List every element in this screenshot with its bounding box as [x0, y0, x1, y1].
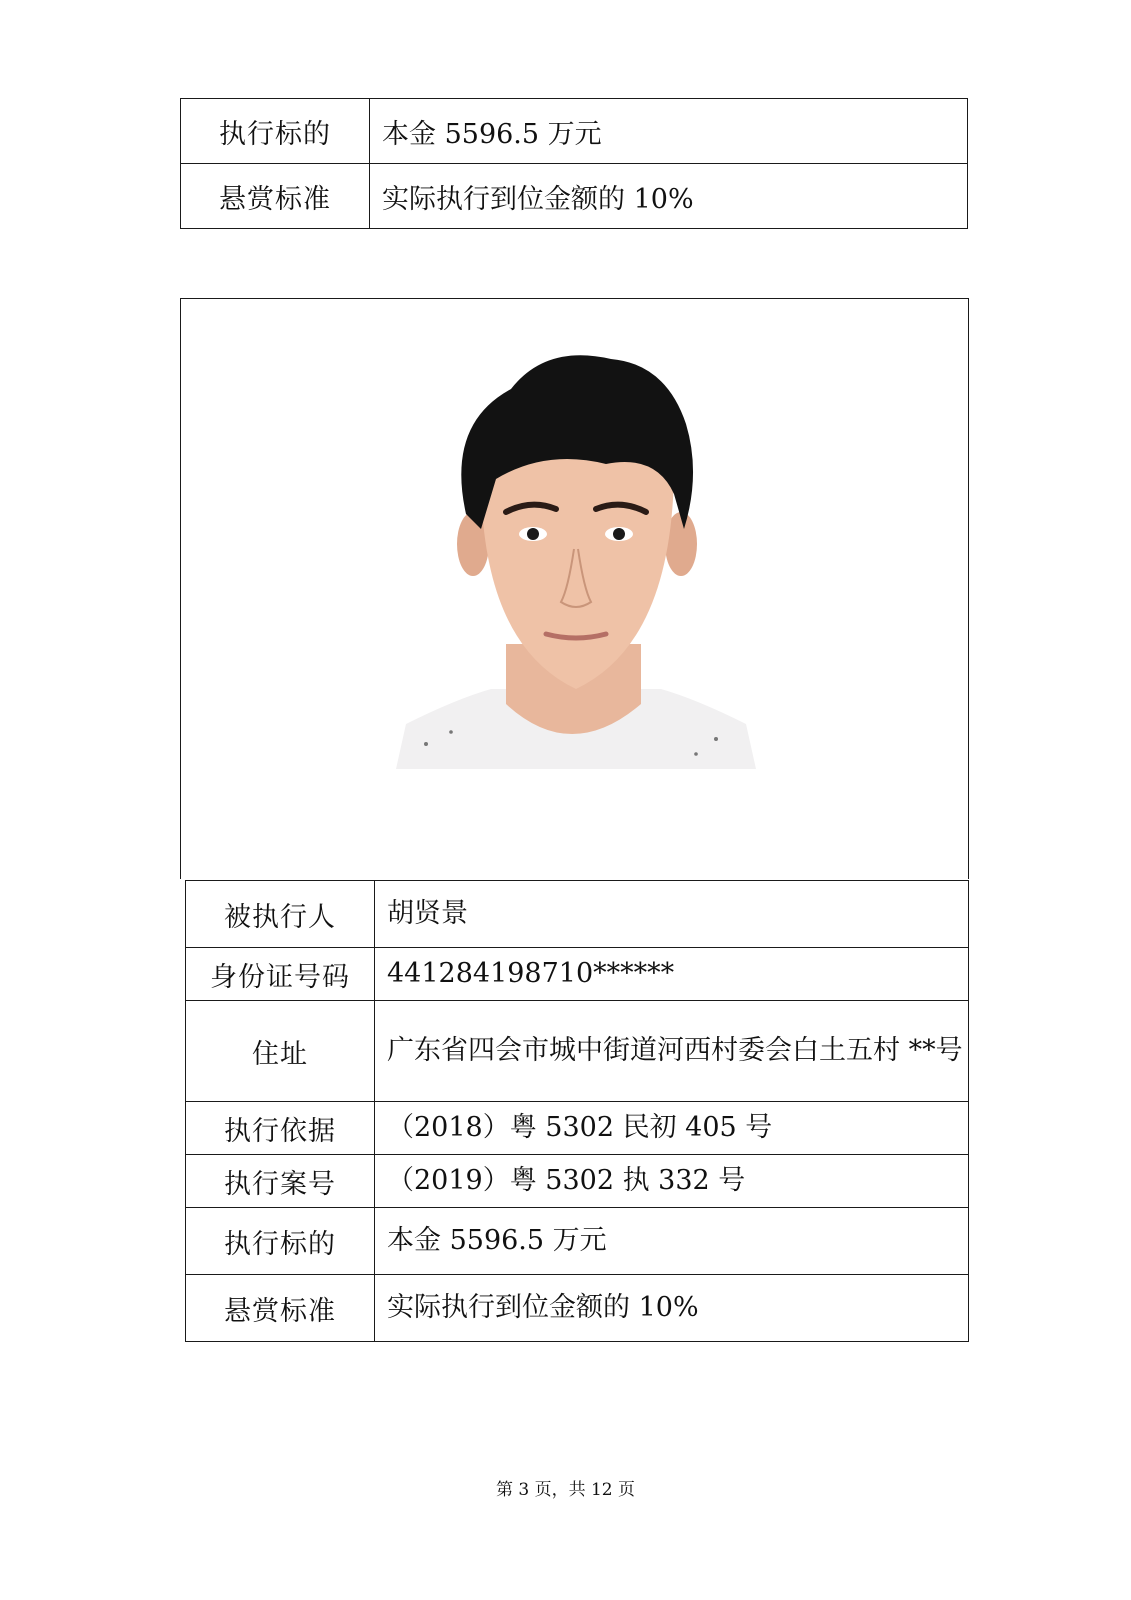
table-row [186, 1102, 969, 1155]
debtor-info-table [185, 880, 969, 1342]
top-info-table [180, 98, 968, 229]
row-value: 441284198710****** [375, 948, 969, 1001]
row-value: 本金 5596.5 万元 [370, 99, 968, 164]
table-row [186, 881, 969, 948]
table-row [186, 1155, 969, 1208]
row-label: 被执行人 [186, 881, 375, 948]
table-row [186, 1001, 969, 1102]
row-label: 悬赏标准 [186, 1275, 375, 1342]
row-value: 实际执行到位金额的 10% [375, 1275, 969, 1342]
row-label: 住址 [186, 1001, 375, 1102]
person-portrait-photo [396, 344, 756, 769]
row-value: （2019）粤 5302 执 332 号 [375, 1155, 969, 1208]
photo-frame [180, 298, 969, 879]
table-row [186, 1275, 969, 1342]
row-value: 本金 5596.5 万元 [375, 1208, 969, 1275]
row-label: 执行标的 [186, 1208, 375, 1275]
row-label: 执行标的 [181, 99, 370, 164]
table-row [186, 1208, 969, 1275]
row-value: 实际执行到位金额的 10% [370, 164, 968, 229]
page-number-footer: 第 3 页，共 12 页 [495, 1480, 636, 1500]
table-row [181, 99, 968, 164]
row-label: 执行依据 [186, 1102, 375, 1155]
row-value: 广东省四会市城中街道河西村委会白土五村 **号 [375, 1001, 969, 1102]
row-label: 身份证号码 [186, 948, 375, 1001]
row-label: 执行案号 [186, 1155, 375, 1208]
table-row [186, 948, 969, 1001]
table-row [181, 164, 968, 229]
row-label: 悬赏标准 [181, 164, 370, 229]
row-value: 胡贤景 [375, 881, 969, 948]
row-value: （2018）粤 5302 民初 405 号 [375, 1102, 969, 1155]
